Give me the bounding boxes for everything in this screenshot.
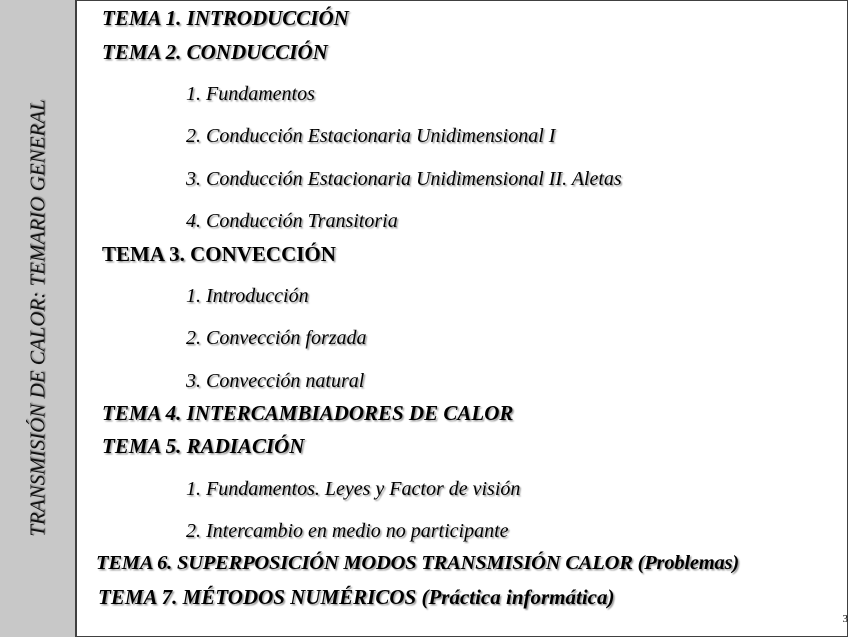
topic-3-item-3: 3. Convección natural	[186, 370, 365, 392]
topic-3-item-1: 1. Introducción	[186, 285, 309, 307]
topic-5: TEMA 5. RADIACIÓN	[102, 434, 305, 458]
topic-2: TEMA 2. CONDUCCIÓN	[102, 40, 328, 64]
topic-2-item-3: 3. Conducción Estacionaria Unidimensional II. Aletas	[186, 168, 622, 190]
topic-1: TEMA 1. INTRODUCCIÓN	[102, 6, 349, 30]
topic-3: TEMA 3. CONVECCIÓN	[102, 242, 336, 266]
sidebar	[0, 0, 77, 637]
topic-5-item-1: 1. Fundamentos. Leyes y Factor de visión	[186, 478, 521, 500]
topic-2-item-1: 1. Fundamentos	[186, 83, 315, 105]
topic-3-item-2: 2. Convección forzada	[186, 327, 367, 349]
topic-2-item-4: 4. Conducción Transitoria	[186, 210, 398, 232]
topic-4: TEMA 4. INTERCAMBIADORES DE CALOR	[102, 401, 514, 425]
topic-5-item-2: 2. Intercambio en medio no participante	[186, 520, 509, 542]
topic-2-item-2: 2. Conducción Estacionaria Unidimensional I	[186, 125, 556, 147]
sidebar-title: TRANSMISIÓN DE CALOR: TEMARIO GENERAL	[25, 99, 50, 537]
topic-6: TEMA 6. SUPERPOSICIÓN MODOS TRANSMISIÓN CALOR (Problemas)	[96, 552, 740, 574]
topic-7: TEMA 7. MÉTODOS NUMÉRICOS (Práctica informática)	[98, 585, 615, 609]
page-number: 3	[842, 613, 848, 625]
